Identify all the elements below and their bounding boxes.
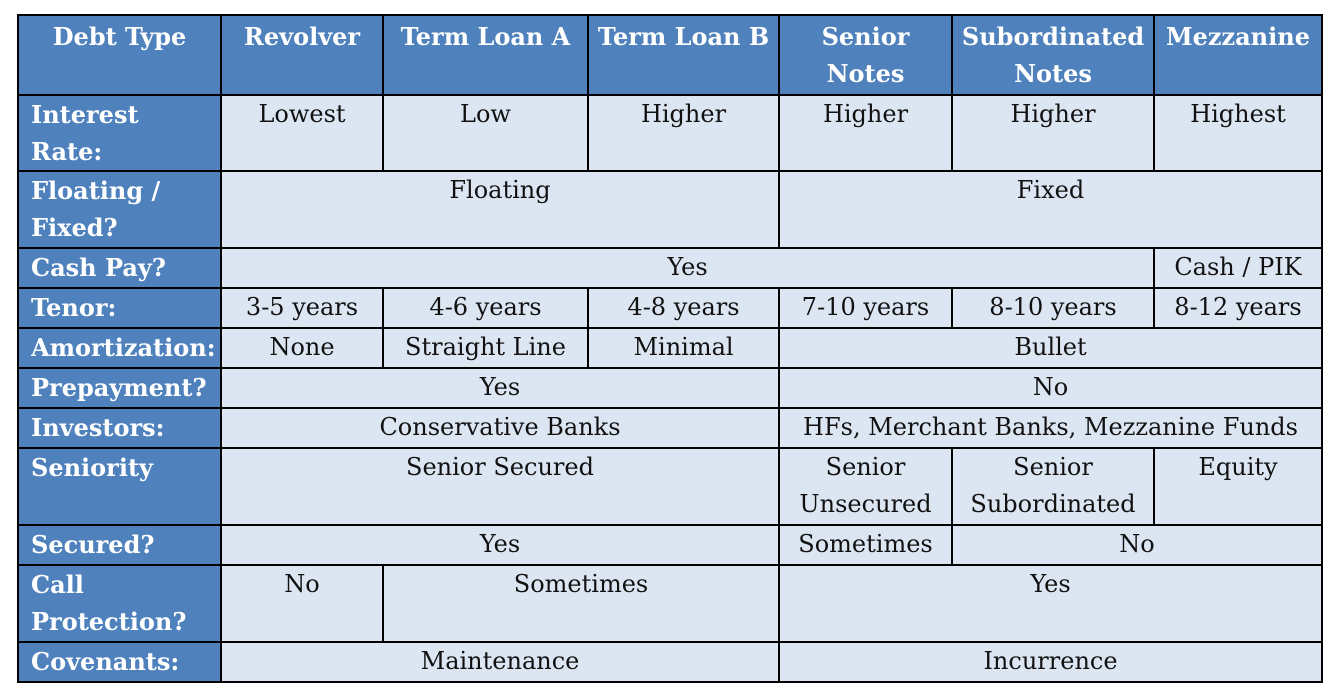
- table-cell: 4-6 years: [383, 288, 588, 328]
- table-row: [18, 171, 1322, 248]
- row-label: Seniority: [18, 448, 221, 525]
- table-cell: Conservative Banks: [221, 408, 779, 448]
- table-cell: Yes: [221, 368, 779, 408]
- row-label: Covenants:: [18, 642, 221, 682]
- header-term-loan-b: Term Loan B: [588, 15, 779, 95]
- table-cell: 3-5 years: [221, 288, 383, 328]
- header-subordinated-notes: Subordinated Notes: [952, 15, 1154, 95]
- table-cell: No: [221, 565, 383, 642]
- row-label: Investors:: [18, 408, 221, 448]
- table-cell: Senior Subordinated: [952, 448, 1154, 525]
- table-cell: Fixed: [779, 171, 1322, 248]
- table-cell: Higher: [952, 95, 1154, 171]
- table-cell: 4-8 years: [588, 288, 779, 328]
- table-cell: Yes: [779, 565, 1322, 642]
- table-body: [18, 95, 1322, 682]
- header-revolver: Revolver: [221, 15, 383, 95]
- table-row: [18, 95, 1322, 171]
- row-label: Secured?: [18, 525, 221, 565]
- table-cell: No: [779, 368, 1322, 408]
- row-label: Interest Rate:: [18, 95, 221, 171]
- table-cell: HFs, Merchant Banks, Mezzanine Funds: [779, 408, 1322, 448]
- table-cell: Minimal: [588, 328, 779, 368]
- row-label: Call Protection?: [18, 565, 221, 642]
- table-row: [18, 525, 1322, 565]
- table-cell: Highest: [1154, 95, 1322, 171]
- table-cell: None: [221, 328, 383, 368]
- table-cell: 8-10 years: [952, 288, 1154, 328]
- row-label: Amortization:: [18, 328, 221, 368]
- header-mezzanine: Mezzanine: [1154, 15, 1322, 95]
- table-cell: Lowest: [221, 95, 383, 171]
- table-cell: 7-10 years: [779, 288, 952, 328]
- header-debt-type: Debt Type: [18, 15, 221, 95]
- table-cell: Sometimes: [779, 525, 952, 565]
- table-row: [18, 248, 1322, 288]
- table-cell: Low: [383, 95, 588, 171]
- table-cell: Equity: [1154, 448, 1322, 525]
- debt-comparison-table: [17, 14, 1323, 683]
- table-cell: Incurrence: [779, 642, 1322, 682]
- table-row: [18, 448, 1322, 525]
- debt-comparison-table-container: [17, 14, 1323, 683]
- table-cell: Straight Line: [383, 328, 588, 368]
- header-senior-notes: Senior Notes: [779, 15, 952, 95]
- table-row: [18, 368, 1322, 408]
- table-cell: Sometimes: [383, 565, 779, 642]
- table-cell: Maintenance: [221, 642, 779, 682]
- table-cell: Higher: [779, 95, 952, 171]
- table-row: [18, 565, 1322, 642]
- table-cell: 8-12 years: [1154, 288, 1322, 328]
- row-label: Prepayment?: [18, 368, 221, 408]
- table-cell: Cash / PIK: [1154, 248, 1322, 288]
- table-cell: Yes: [221, 525, 779, 565]
- table-cell: Senior Secured: [221, 448, 779, 525]
- table-cell: Floating: [221, 171, 779, 248]
- table-row: [18, 328, 1322, 368]
- table-cell: No: [952, 525, 1322, 565]
- row-label: Tenor:: [18, 288, 221, 328]
- row-label: Floating / Fixed?: [18, 171, 221, 248]
- table-row: [18, 288, 1322, 328]
- table-row: [18, 642, 1322, 682]
- table-row: [18, 408, 1322, 448]
- table-cell: Bullet: [779, 328, 1322, 368]
- header-term-loan-a: Term Loan A: [383, 15, 588, 95]
- table-cell: Yes: [221, 248, 1154, 288]
- header-row: [18, 15, 1322, 95]
- table-cell: Senior Unsecured: [779, 448, 952, 525]
- row-label: Cash Pay?: [18, 248, 221, 288]
- table-cell: Higher: [588, 95, 779, 171]
